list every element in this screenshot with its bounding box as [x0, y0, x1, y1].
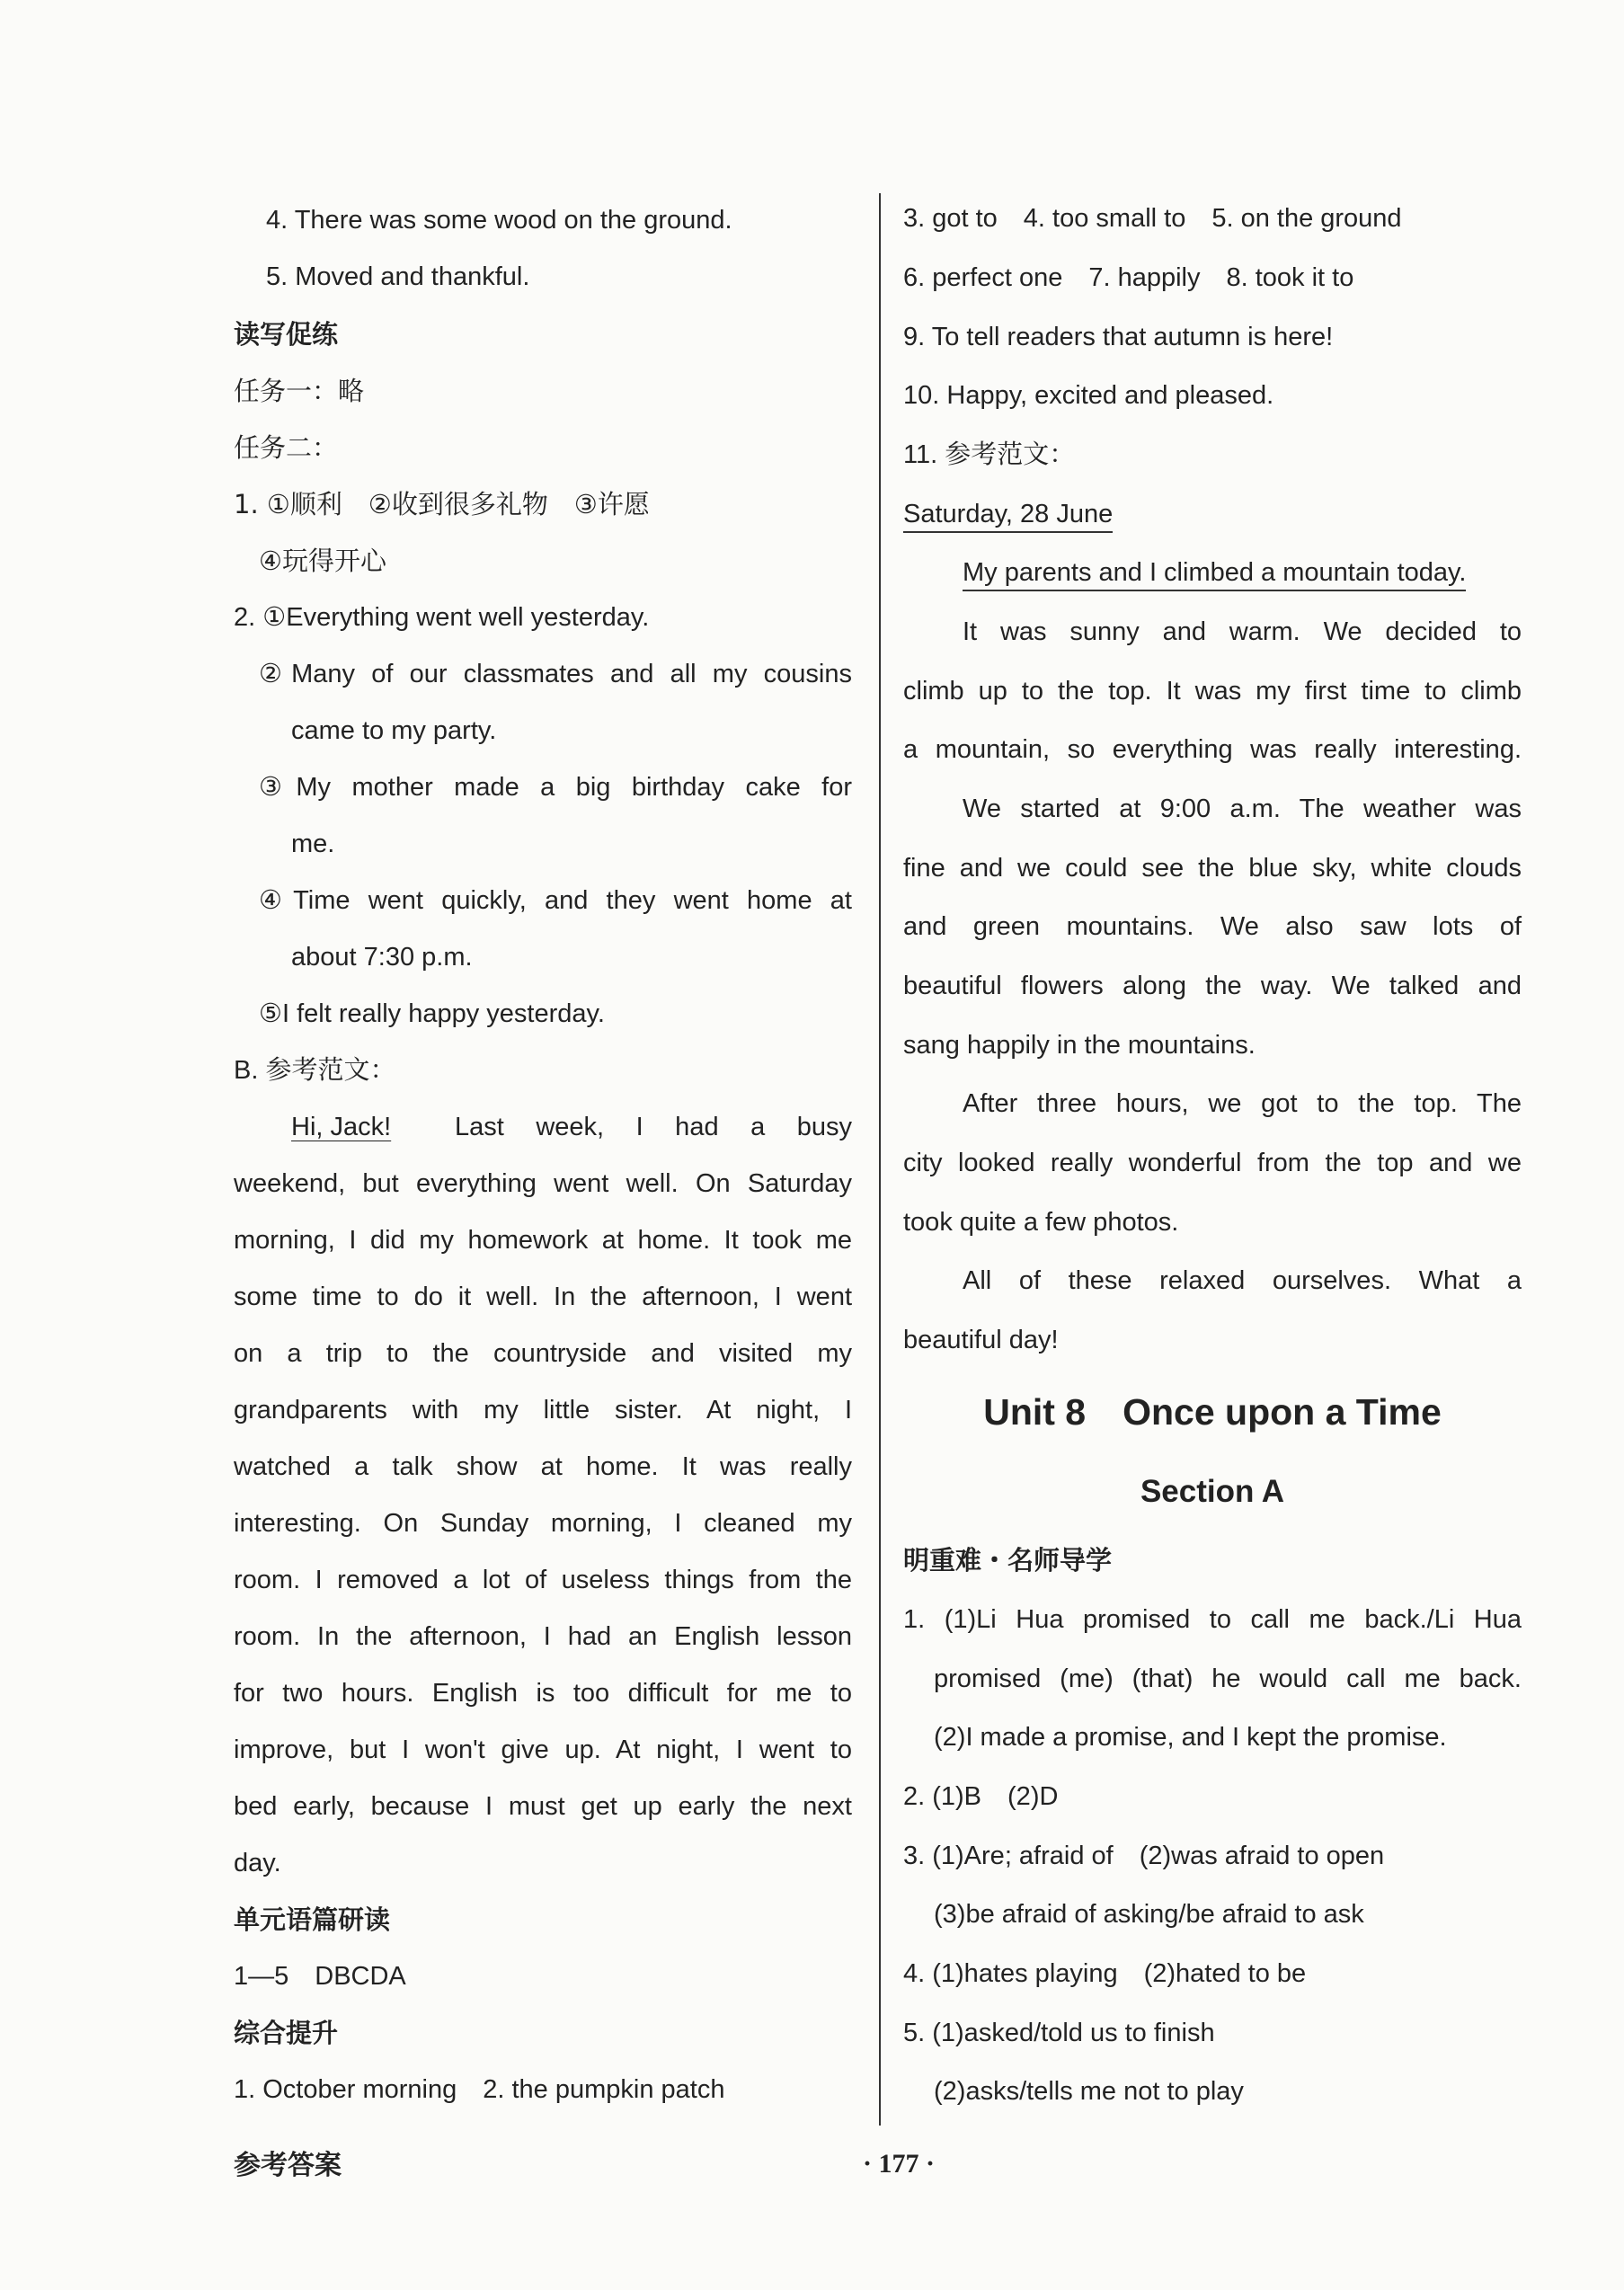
- text-line: 4. There was some wood on the ground.: [266, 206, 732, 235]
- essay-line: weekend, but everything went well. On Saturday: [234, 1169, 852, 1198]
- essay-line: bed early, because I must get up early the next: [234, 1792, 852, 1821]
- essay-line: day.: [234, 1849, 281, 1877]
- diary-line: climb up to the top. It was my first time to climb: [903, 677, 1522, 706]
- answer-line: (2)asks/tells me not to play: [934, 2077, 1244, 2106]
- text-line: ④Time went quickly, and they went home at: [259, 886, 852, 915]
- section-heading-reading: 单元语篇研读: [234, 1904, 391, 1935]
- essay-line: room. I removed a lot of useless things from the: [234, 1566, 852, 1594]
- diary-line: After three hours, we got to the top. The: [963, 1089, 1522, 1118]
- diary-date-line: [903, 496, 1522, 532]
- diary-line: beautiful flowers along the way. We talked and: [903, 972, 1522, 1000]
- essay-line: improve, but I won't give up. At night, I went to: [234, 1735, 852, 1764]
- answer-line: 3. (1)Are; afraid of (2)was afraid to open: [903, 1842, 1385, 1870]
- answer-line: promised (me) (that) he would call me back.: [934, 1664, 1522, 1693]
- section-heading-writing: 读写促练: [234, 319, 339, 350]
- text-line: 任务一：略: [234, 376, 365, 406]
- text-line: about 7:30 p.m.: [291, 943, 473, 972]
- answer-line: 1. (1)Li Hua promised to call me back./Li Hua: [903, 1605, 1522, 1634]
- essay-line: grandparents with my little sister. At night, I: [234, 1396, 852, 1425]
- section-heading-improve: 综合提升: [234, 2018, 339, 2048]
- text-line: 10. Happy, excited and pleased.: [903, 381, 1274, 410]
- text-line: ③My mother made a big birthday cake for: [259, 773, 852, 802]
- unit-title: Unit 8 Once upon a Time: [983, 1391, 1442, 1433]
- diary-line: We started at 9:00 a.m. The weather was: [963, 794, 1522, 823]
- essay-line: watched a talk show at home. It was really: [234, 1452, 852, 1481]
- text-line: came to my party.: [291, 716, 497, 745]
- answer-line: 2. (1)B (2)D: [903, 1782, 1059, 1811]
- essay-line: for two hours. English is too difficult for me to: [234, 1679, 852, 1708]
- column-divider: [879, 193, 881, 2126]
- answer-line: 4. (1)hates playing (2)hated to be: [903, 1959, 1307, 1988]
- text-line: Last week, I had a busy: [455, 1113, 852, 1141]
- diary-line: It was sunny and warm. We decided to: [963, 617, 1522, 646]
- answer-line: (3)be afraid of asking/be afraid to ask: [934, 1900, 1364, 1929]
- essay-line: morning, I did my homework at home. It took me: [234, 1226, 852, 1255]
- text-line: ④玩得开心: [259, 546, 386, 576]
- text-line: 1. October morning 2. the pumpkin patch: [234, 2075, 725, 2104]
- essay-line: on a trip to the countryside and visited my: [234, 1339, 852, 1368]
- text-line: me.: [291, 830, 335, 858]
- text-line: 任务二：: [234, 432, 339, 463]
- answer-line: (2)I made a promise, and I kept the promise.: [934, 1723, 1447, 1752]
- diary-line: fine and we could see the blue sky, white clouds: [903, 854, 1522, 883]
- diary-first-sentence: My parents and I climbed a mountain today.: [963, 557, 1466, 591]
- text-line: 1. ①顺利 ②收到很多礼物 ③许愿: [234, 489, 650, 519]
- diary-line: beautiful day!: [903, 1326, 1059, 1354]
- diary-line: and green mountains. We also saw lots of: [903, 912, 1522, 941]
- essay-greeting-text: Hi, Jack!: [291, 1113, 392, 1141]
- diary-line: All of these relaxed ourselves. What a: [963, 1266, 1522, 1295]
- text-line: 6. perfect one 7. happily 8. took it to: [903, 263, 1354, 292]
- text-line: 11. 参考范文：: [903, 440, 1076, 469]
- diary-line: city looked really wonderful from the top and we: [903, 1149, 1522, 1177]
- text-line: B. 参考范文：: [234, 1056, 396, 1085]
- section-heading-guide: 明重难・名师导学: [903, 1545, 1113, 1575]
- diary-line: took quite a few photos.: [903, 1208, 1179, 1237]
- diary-first-line: [963, 555, 1522, 590]
- essay-line: interesting. On Sunday morning, I cleaned my: [234, 1509, 852, 1538]
- page-number: · 177 ·: [862, 2149, 935, 2179]
- text-line: 9. To tell readers that autumn is here!: [903, 323, 1334, 351]
- answer-line: 5. (1)asked/told us to finish: [903, 2019, 1215, 2047]
- text-line: ②Many of our classmates and all my cousins: [259, 660, 852, 688]
- essay-line: some time to do it well. In the afternoon, I went: [234, 1283, 852, 1311]
- text-line: ⑤I felt really happy yesterday.: [259, 999, 605, 1028]
- footer-label: 参考答案: [234, 2150, 342, 2181]
- section-title: Section A: [1140, 1474, 1285, 1509]
- text-line: 2. ①Everything went well yesterday.: [234, 603, 650, 632]
- text-line: 3. got to 4. too small to 5. on the ground: [903, 204, 1402, 233]
- diary-line: sang happily in the mountains.: [903, 1031, 1256, 1060]
- text-line: 5. Moved and thankful.: [266, 262, 530, 291]
- essay-line: room. In the afternoon, I had an English lesson: [234, 1622, 852, 1651]
- diary-date: Saturday, 28 June: [903, 499, 1113, 533]
- text-line: 1—5 DBCDA: [234, 1962, 406, 1991]
- diary-line: a mountain, so everything was really interesting.: [903, 735, 1522, 764]
